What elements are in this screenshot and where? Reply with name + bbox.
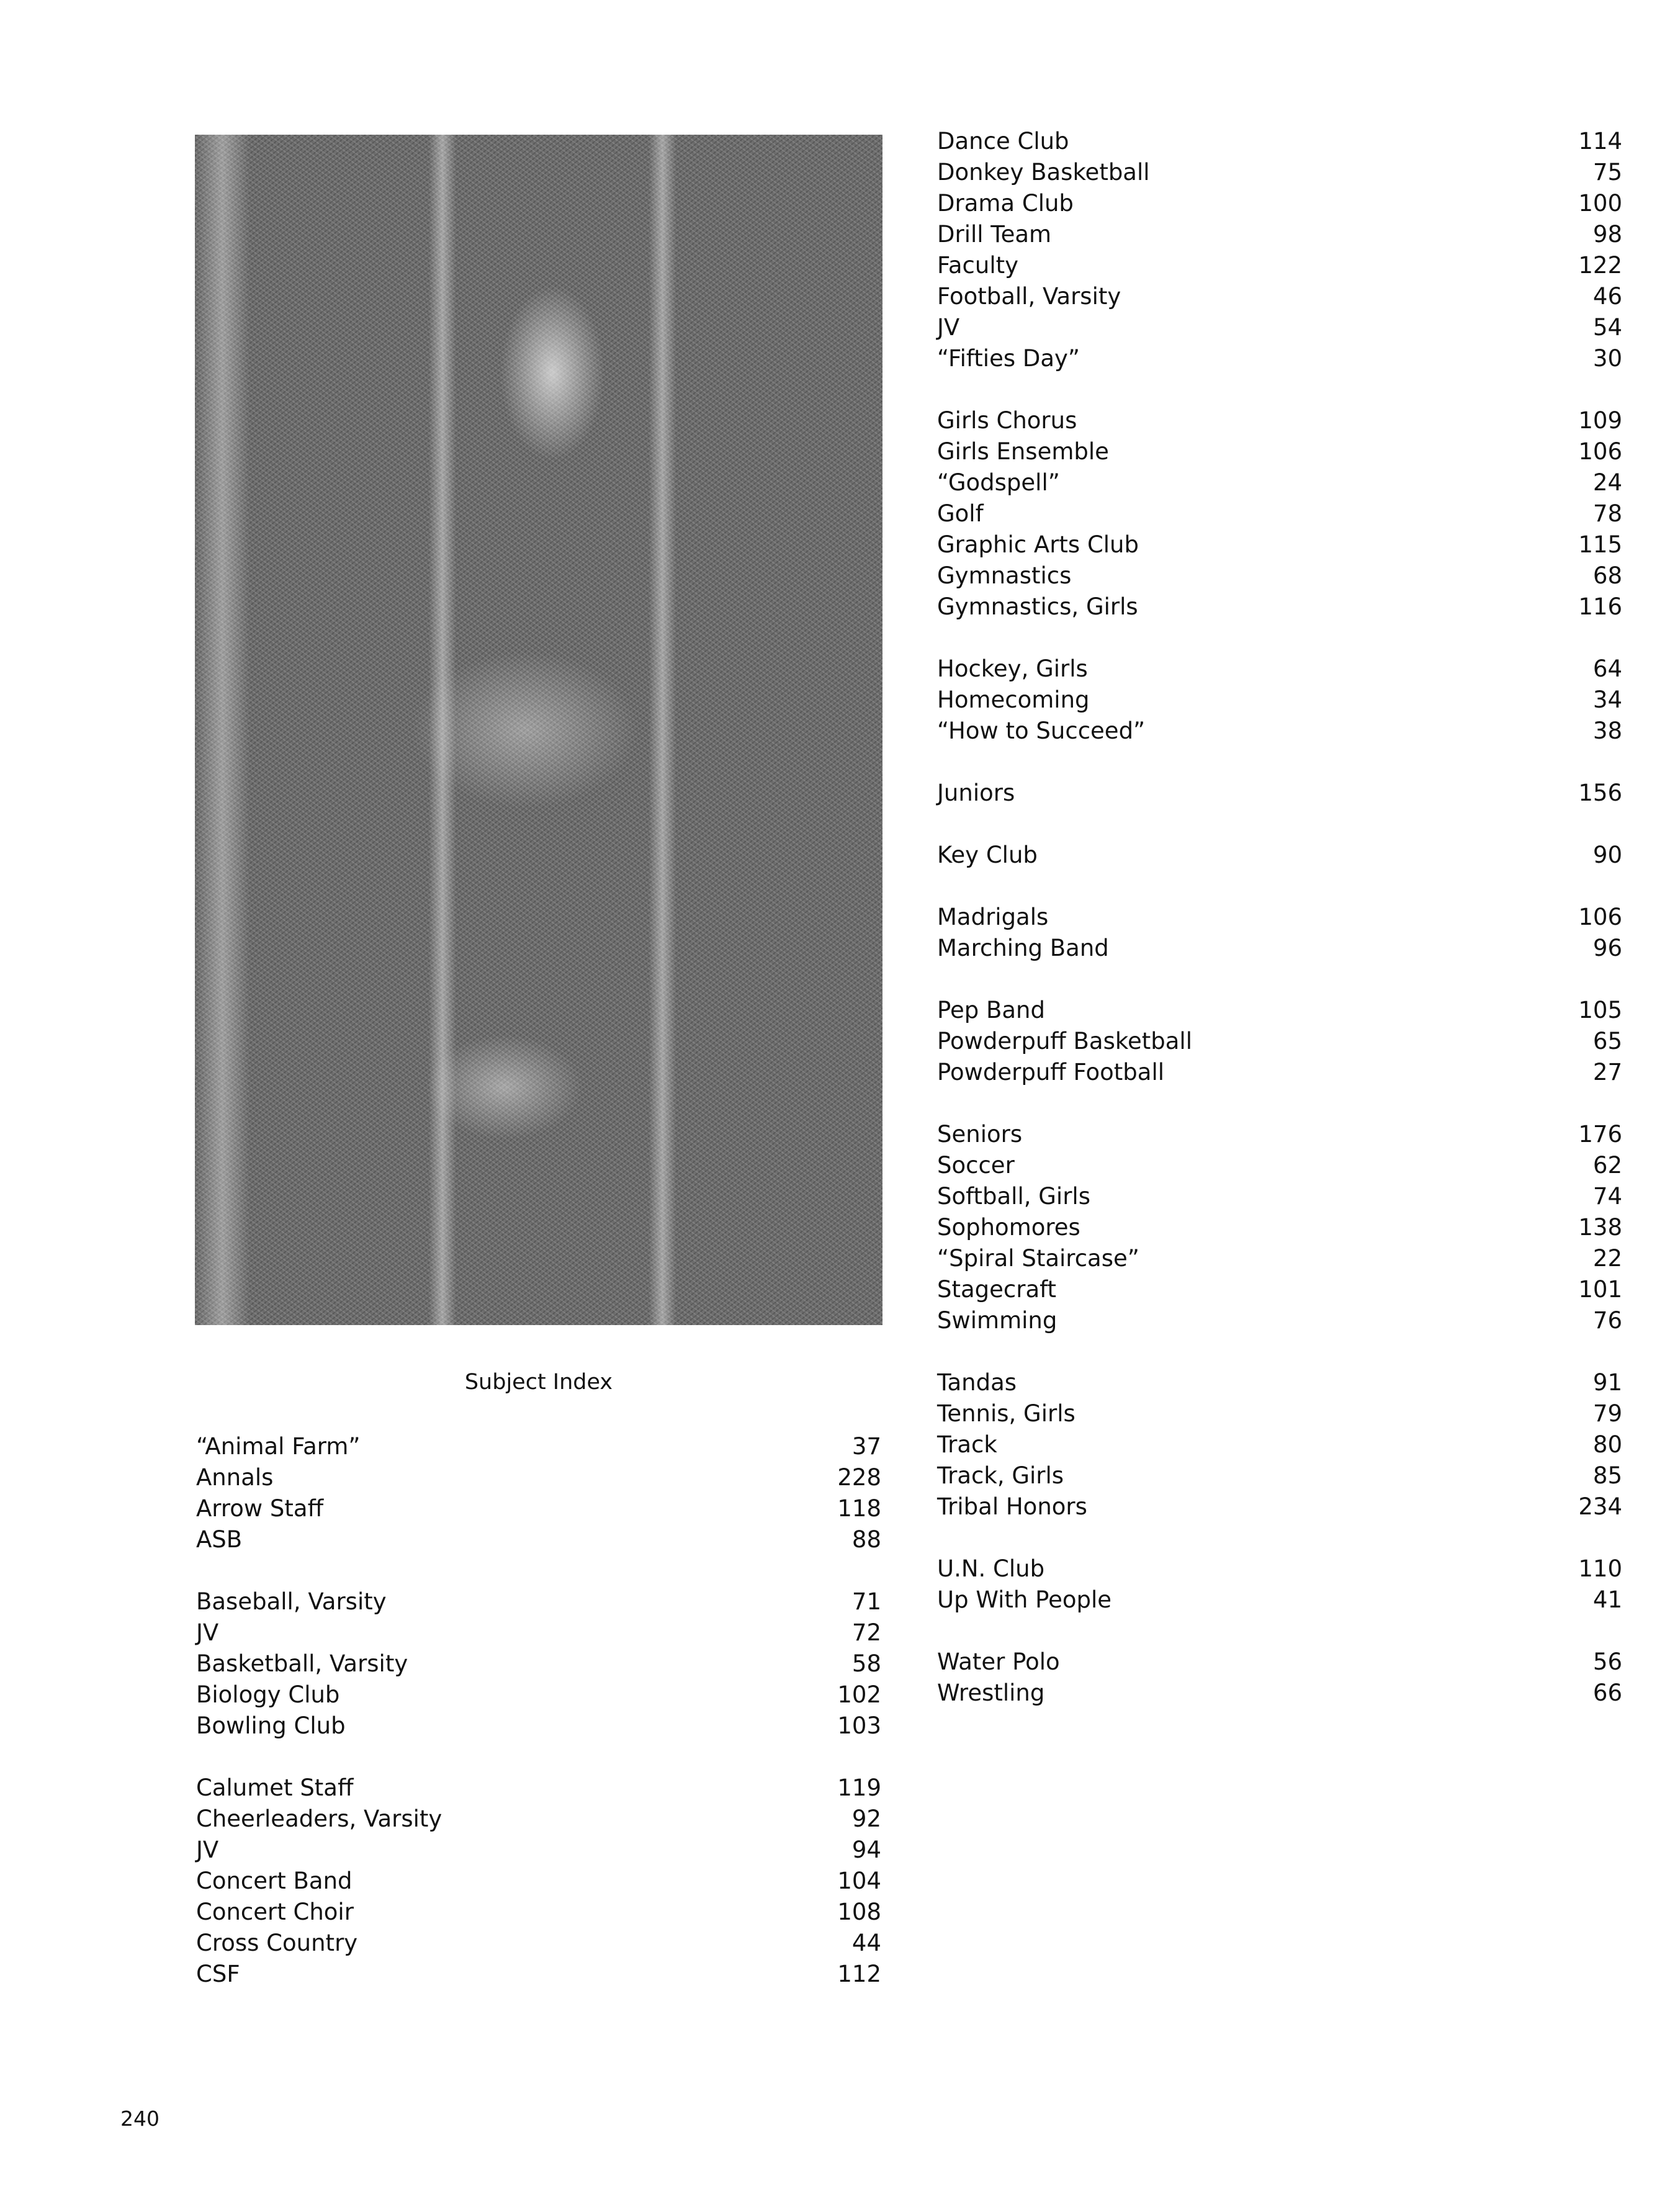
- index-entry: [937, 436, 1622, 467]
- index-entry: [196, 1586, 881, 1617]
- index-entry-name: “How to Succeed”: [937, 717, 1146, 744]
- index-entry-page: 98: [1592, 221, 1622, 248]
- index-entry-page: 80: [1592, 1431, 1622, 1458]
- index-entry-page: 234: [1578, 1493, 1622, 1520]
- index-entry-page: 30: [1592, 345, 1622, 372]
- index-entry-name: JV: [937, 314, 960, 341]
- index-entry: [196, 1773, 881, 1804]
- index-entry-name: Girls Chorus: [937, 407, 1077, 434]
- index-entry-name: Baseball, Varsity: [196, 1588, 387, 1615]
- index-entry: [937, 995, 1622, 1026]
- index-entry-page: 74: [1592, 1183, 1622, 1210]
- index-entry-name: Seniors: [937, 1121, 1023, 1148]
- index-entry-name: Girls Ensemble: [937, 438, 1109, 465]
- index-entry: [196, 1617, 881, 1648]
- index-entry-name: Concert Band: [196, 1868, 353, 1894]
- index-entry-page: 71: [851, 1588, 881, 1615]
- index-entry-page: 102: [837, 1681, 881, 1708]
- index-entry: [937, 560, 1622, 591]
- index-entry-page: 100: [1578, 190, 1622, 217]
- index-entry: [937, 1585, 1622, 1616]
- index-entry-name: Gymnastics: [937, 562, 1072, 589]
- index-entry-page: 58: [851, 1650, 881, 1677]
- index-entry-page: 118: [837, 1495, 881, 1522]
- index-entry: [937, 1212, 1622, 1243]
- index-entry-page: 22: [1592, 1245, 1622, 1272]
- index-entry: [937, 1678, 1622, 1709]
- index-entry: [196, 1648, 881, 1679]
- index-entry: [937, 902, 1622, 933]
- index-entry-name: “Spiral Staircase”: [937, 1245, 1139, 1272]
- index-entry: [196, 1804, 881, 1835]
- index-entry: [937, 126, 1622, 157]
- index-entry: [937, 1243, 1622, 1274]
- index-entry: [937, 281, 1622, 312]
- index-entry-name: Faculty: [937, 252, 1019, 279]
- index-entry-page: 38: [1592, 717, 1622, 744]
- index-entry: [196, 1679, 881, 1711]
- index-entry-page: 119: [837, 1774, 881, 1801]
- index-entry-name: JV: [196, 1619, 219, 1646]
- index-entry: [937, 716, 1622, 747]
- index-column-right: [937, 126, 1622, 1740]
- index-entry: [196, 1431, 881, 1462]
- index-entry: [937, 591, 1622, 623]
- index-entry: [937, 1150, 1622, 1181]
- index-entry-page: 72: [851, 1619, 881, 1646]
- index-entry-page: 85: [1592, 1462, 1622, 1489]
- index-entry-name: U.N. Club: [937, 1555, 1045, 1582]
- index-entry: [196, 1493, 881, 1524]
- index-entry-name: Homecoming: [937, 686, 1090, 713]
- index-entry-page: 76: [1592, 1307, 1622, 1334]
- index-entry-page: 41: [1592, 1586, 1622, 1613]
- index-entry: [937, 1367, 1622, 1398]
- index-entry-page: 110: [1578, 1555, 1622, 1582]
- index-entry-name: Madrigals: [937, 904, 1049, 930]
- index-entry: [937, 157, 1622, 188]
- index-entry-page: 106: [1578, 438, 1622, 465]
- index-entry-name: Juniors: [937, 780, 1015, 806]
- index-entry-page: 112: [837, 1961, 881, 1987]
- index-entry-name: “Godspell”: [937, 469, 1060, 496]
- index-entry: [937, 1305, 1622, 1336]
- index-entry: [196, 1711, 881, 1742]
- index-entry-name: Concert Choir: [196, 1899, 354, 1925]
- index-entry-name: Donkey Basketball: [937, 159, 1150, 186]
- index-entry: [196, 1959, 881, 1990]
- index-entry: [937, 219, 1622, 250]
- index-entry-page: 79: [1592, 1400, 1622, 1427]
- index-entry: [937, 933, 1622, 964]
- index-entry-name: “Animal Farm”: [196, 1433, 361, 1460]
- index-entry-name: Key Club: [937, 842, 1038, 868]
- index-entry-page: 96: [1592, 935, 1622, 961]
- index-entry-page: 156: [1578, 780, 1622, 806]
- index-entry-page: 91: [1592, 1369, 1622, 1396]
- index-entry-page: 37: [851, 1433, 881, 1460]
- index-entry: [937, 1491, 1622, 1522]
- photo: [195, 135, 882, 1325]
- index-entry-name: Sophomores: [937, 1214, 1080, 1241]
- index-entry: [196, 1866, 881, 1897]
- index-entry-name: Soccer: [937, 1152, 1015, 1179]
- index-entry-name: Pep Band: [937, 997, 1045, 1023]
- index-entry-name: Bowling Club: [196, 1712, 346, 1739]
- index-entry: [937, 1460, 1622, 1491]
- index-entry-page: 24: [1592, 469, 1622, 496]
- index-entry-name: Tribal Honors: [937, 1493, 1087, 1520]
- index-entry: [937, 1274, 1622, 1305]
- index-entry: [937, 343, 1622, 374]
- index-entry-page: 46: [1592, 283, 1622, 310]
- index-entry-name: “Fifties Day”: [937, 345, 1080, 372]
- index-entry-page: 56: [1592, 1648, 1622, 1675]
- index-entry: [937, 1119, 1622, 1150]
- index-entry-name: Cross Country: [196, 1930, 358, 1956]
- index-entry: [196, 1462, 881, 1493]
- index-entry-name: Tandas: [937, 1369, 1017, 1396]
- index-entry-name: Basketball, Varsity: [196, 1650, 408, 1677]
- index-entry-page: 101: [1578, 1276, 1622, 1303]
- index-entry-name: Cheerleaders, Varsity: [196, 1805, 442, 1832]
- index-entry: [937, 1181, 1622, 1212]
- index-entry-page: 138: [1578, 1214, 1622, 1241]
- index-entry-name: Graphic Arts Club: [937, 531, 1139, 558]
- index-entry-name: Arrow Staff: [196, 1495, 324, 1522]
- index-entry: [937, 685, 1622, 716]
- index-entry-page: 122: [1578, 252, 1622, 279]
- index-entry-page: 62: [1592, 1152, 1622, 1179]
- index-entry-name: Up With People: [937, 1586, 1112, 1613]
- index-entry: [937, 1057, 1622, 1088]
- index-entry-page: 90: [1592, 842, 1622, 868]
- index-entry-name: Wrestling: [937, 1679, 1045, 1706]
- index-entry-name: Dance Club: [937, 128, 1069, 155]
- index-entry-name: Water Polo: [937, 1648, 1060, 1675]
- index-entry-name: ASB: [196, 1526, 243, 1553]
- index-entry-page: 88: [851, 1526, 881, 1553]
- index-entry-name: Football, Varsity: [937, 283, 1121, 310]
- index-entry-name: Drill Team: [937, 221, 1052, 248]
- index-entry: [937, 312, 1622, 343]
- index-entry: [937, 1553, 1622, 1585]
- index-entry: [937, 1647, 1622, 1678]
- index-entry: [937, 188, 1622, 219]
- index-entry-name: Softball, Girls: [937, 1183, 1090, 1210]
- index-entry: [937, 1026, 1622, 1057]
- index-entry: [937, 529, 1622, 560]
- index-entry-name: Calumet Staff: [196, 1774, 354, 1801]
- index-entry: [196, 1897, 881, 1928]
- index-entry-page: 44: [851, 1930, 881, 1956]
- index-entry-name: Hockey, Girls: [937, 655, 1088, 682]
- index-entry: [937, 1429, 1622, 1460]
- index-entry: [937, 405, 1622, 436]
- index-entry-page: 176: [1578, 1121, 1622, 1148]
- index-entry-name: Track, Girls: [937, 1462, 1064, 1489]
- index-entry-page: 64: [1592, 655, 1622, 682]
- index-entry-name: Gymnastics, Girls: [937, 593, 1138, 620]
- index-entry: [196, 1835, 881, 1866]
- index-entry-page: 65: [1592, 1028, 1622, 1054]
- index-entry-page: 105: [1578, 997, 1622, 1023]
- index-entry: [937, 1398, 1622, 1429]
- index-entry: [937, 840, 1622, 871]
- index-entry-name: Golf: [937, 500, 984, 527]
- index-entry-page: 92: [851, 1805, 881, 1832]
- index-entry-page: 114: [1578, 128, 1622, 155]
- index-entry-name: Swimming: [937, 1307, 1058, 1334]
- index-entry-page: 109: [1578, 407, 1622, 434]
- index-column-left: [196, 1431, 881, 1990]
- index-entry-page: 75: [1592, 159, 1622, 186]
- index-entry-page: 106: [1578, 904, 1622, 930]
- index-entry-name: Tennis, Girls: [937, 1400, 1075, 1427]
- index-entry: [937, 778, 1622, 809]
- index-entry-page: 54: [1592, 314, 1622, 341]
- index-entry-page: 34: [1592, 686, 1622, 713]
- index-entry: [937, 250, 1622, 281]
- index-entry: [937, 498, 1622, 529]
- index-entry-name: Powderpuff Basketball: [937, 1028, 1192, 1054]
- index-entry-page: 104: [837, 1868, 881, 1894]
- index-entry-page: 115: [1578, 531, 1622, 558]
- index-entry-page: 66: [1592, 1679, 1622, 1706]
- index-entry-page: 94: [851, 1837, 881, 1863]
- index-entry-name: CSF: [196, 1961, 240, 1987]
- index-entry-page: 78: [1592, 500, 1622, 527]
- index-entry-name: Stagecraft: [937, 1276, 1057, 1303]
- index-entry: [937, 654, 1622, 685]
- index-entry-name: Biology Club: [196, 1681, 340, 1708]
- index-entry-page: 27: [1592, 1059, 1622, 1086]
- index-entry-page: 108: [837, 1899, 881, 1925]
- index-entry-name: Powderpuff Football: [937, 1059, 1165, 1086]
- index-entry: [196, 1928, 881, 1959]
- index-entry-page: 116: [1578, 593, 1622, 620]
- index-entry-page: 68: [1592, 562, 1622, 589]
- index-entry-name: Marching Band: [937, 935, 1109, 961]
- index-title: Subject Index: [464, 1370, 613, 1395]
- index-entry-page: 103: [837, 1712, 881, 1739]
- index-entry: [196, 1524, 881, 1555]
- page-number: 240: [120, 2106, 159, 2131]
- index-entry-name: Annals: [196, 1464, 274, 1491]
- index-entry-name: JV: [196, 1837, 219, 1863]
- index-entry: [937, 467, 1622, 498]
- index-entry-name: Drama Club: [937, 190, 1074, 217]
- index-entry-page: 228: [837, 1464, 881, 1491]
- index-entry-name: Track: [937, 1431, 997, 1458]
